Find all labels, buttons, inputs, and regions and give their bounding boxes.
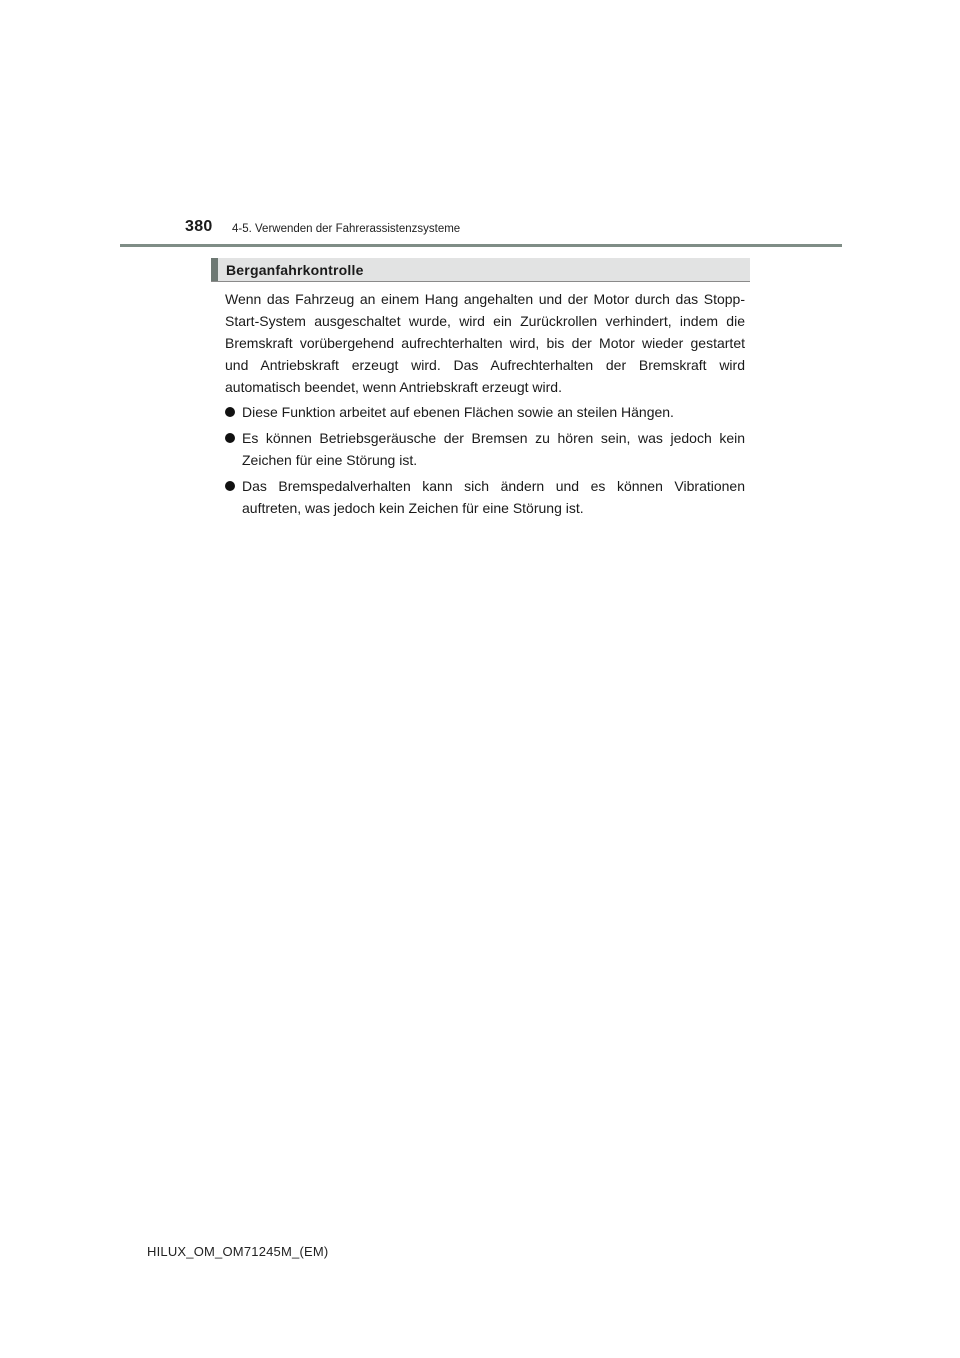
list-item-text: Diese Funktion arbeitet auf ebenen Flächen sowie an steilen Hängen. xyxy=(242,404,674,420)
section-header: 4-5. Verwenden der Fahrerassistenzsysteme xyxy=(232,223,461,235)
list-item xyxy=(225,427,745,471)
heading-title: Berganfahrkontrolle xyxy=(226,262,364,278)
list-item-text: Es können Betriebsgeräusche der Bremsen zu hören sein, was jedoch kein Zeichen für eine Störung ist. xyxy=(242,430,745,468)
intro-paragraph: Wenn das Fahrzeug an einem Hang angehalten und der Motor durch das Stopp-Start-System ausgeschaltet wurde, wird ein Zurückrollen verhindert, indem die Bremskraft vorübergehend aufrechterhalten wird, bis der Motor wieder gestartet und Antriebskraft erzeugt wird. Das Aufrechterhalten der Bremskraft wird automatisch beendet, wenn Antriebskraft erzeugt wird. xyxy=(225,291,745,395)
heading-box xyxy=(211,258,750,282)
bullet-icon xyxy=(225,481,235,491)
page-number: 380 xyxy=(185,218,213,235)
header-rule xyxy=(120,244,842,247)
footer-doc-code: HILUX_OM_OM71245M_(EM) xyxy=(147,1244,329,1259)
list-item-text: Das Bremspedalverhalten kann sich ändern und es können Vibrationen auftreten, was jedoch kein Zeichen für eine Störung ist. xyxy=(242,478,745,516)
bullet-icon xyxy=(225,407,235,417)
list-item xyxy=(225,475,745,519)
list-item xyxy=(225,401,745,423)
heading-accent-bar xyxy=(211,258,218,281)
bullet-icon xyxy=(225,433,235,443)
content-body xyxy=(225,288,745,523)
